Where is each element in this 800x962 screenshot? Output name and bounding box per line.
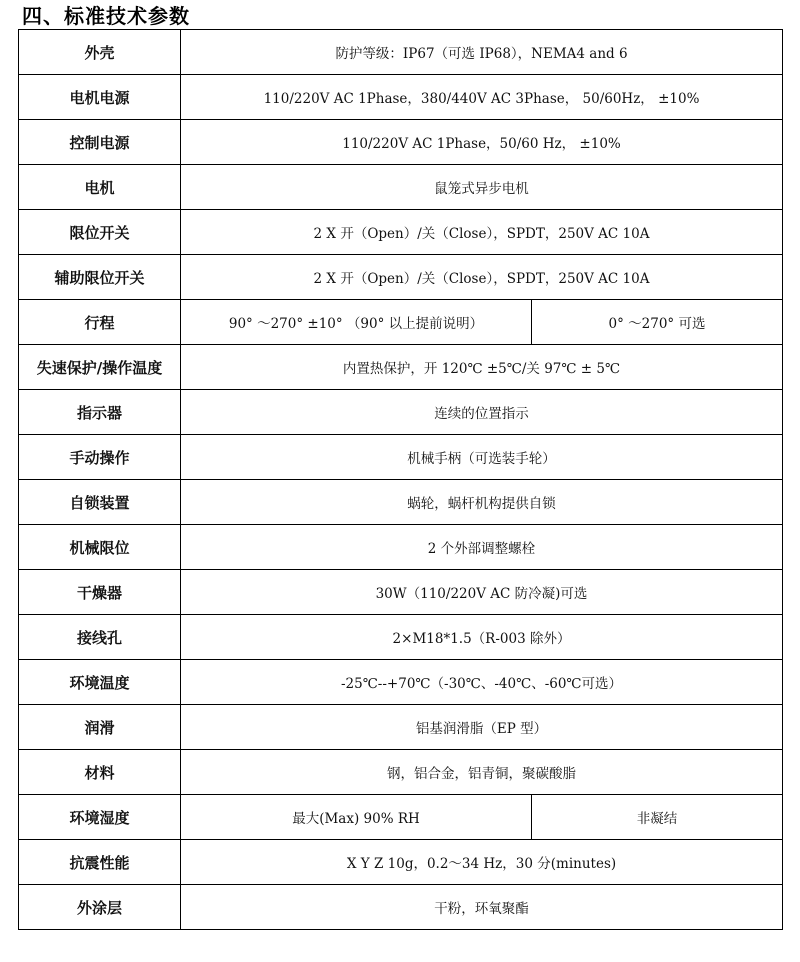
row-value: 铝基润滑脂（EP 型） bbox=[181, 705, 783, 750]
row-label: 环境温度 bbox=[19, 660, 181, 705]
row-value: 110/220V AC 1Phase，380/440V AC 3Phase， 50/60Hz， ±10% bbox=[181, 75, 783, 120]
row-value: 防护等级：IP67（可选 IP68），NEMA4 and 6 bbox=[181, 30, 783, 75]
table-row bbox=[19, 75, 783, 120]
table-row bbox=[19, 480, 783, 525]
table-row bbox=[19, 660, 783, 705]
table-row bbox=[19, 750, 783, 795]
row-value: 连续的位置指示 bbox=[181, 390, 783, 435]
row-value: 内置热保护，开 120℃ ±5℃/关 97℃ ± 5℃ bbox=[181, 345, 783, 390]
row-value: X Y Z 10g，0.2～34 Hz，30 分(minutes) bbox=[181, 840, 783, 885]
row-label: 电机 bbox=[19, 165, 181, 210]
table-row bbox=[19, 345, 783, 390]
table-row bbox=[19, 120, 783, 165]
row-value: 鼠笼式异步电机 bbox=[181, 165, 783, 210]
row-label: 失速保护/操作温度 bbox=[19, 345, 181, 390]
table-row bbox=[19, 795, 783, 840]
row-label: 手动操作 bbox=[19, 435, 181, 480]
row-value-secondary: 非凝结 bbox=[532, 795, 783, 840]
row-value: 30W（110/220V AC 防冷凝)可选 bbox=[181, 570, 783, 615]
row-value: 90° ～270° ±10° （90° 以上提前说明） bbox=[181, 300, 532, 345]
row-label: 机械限位 bbox=[19, 525, 181, 570]
table-row bbox=[19, 210, 783, 255]
row-label: 润滑 bbox=[19, 705, 181, 750]
row-value: 2×M18*1.5（R-003 除外） bbox=[181, 615, 783, 660]
row-label: 外涂层 bbox=[19, 885, 181, 930]
table-row bbox=[19, 840, 783, 885]
table-row bbox=[19, 165, 783, 210]
row-value: 机械手柄（可选装手轮） bbox=[181, 435, 783, 480]
spec-table-body bbox=[19, 30, 783, 930]
row-label: 电机电源 bbox=[19, 75, 181, 120]
row-label: 控制电源 bbox=[19, 120, 181, 165]
row-label: 指示器 bbox=[19, 390, 181, 435]
row-value: 干粉，环氧聚酯 bbox=[181, 885, 783, 930]
row-label: 接线孔 bbox=[19, 615, 181, 660]
row-value: 蜗轮，蜗杆机构提供自锁 bbox=[181, 480, 783, 525]
row-label: 辅助限位开关 bbox=[19, 255, 181, 300]
spec-table bbox=[18, 29, 783, 930]
table-row bbox=[19, 255, 783, 300]
table-row bbox=[19, 435, 783, 480]
table-row bbox=[19, 615, 783, 660]
table-row bbox=[19, 570, 783, 615]
row-label: 限位开关 bbox=[19, 210, 181, 255]
table-row bbox=[19, 30, 783, 75]
row-label: 环境湿度 bbox=[19, 795, 181, 840]
row-label: 自锁装置 bbox=[19, 480, 181, 525]
row-label: 外壳 bbox=[19, 30, 181, 75]
row-label: 行程 bbox=[19, 300, 181, 345]
table-row bbox=[19, 525, 783, 570]
table-row bbox=[19, 390, 783, 435]
row-value: 钢，铝合金，铝青铜，聚碳酸脂 bbox=[181, 750, 783, 795]
table-row bbox=[19, 705, 783, 750]
row-value: 2 个外部调整螺栓 bbox=[181, 525, 783, 570]
table-row bbox=[19, 885, 783, 930]
row-value: 2 X 开（Open）/关（Close），SPDT，250V AC 10A bbox=[181, 255, 783, 300]
row-label: 干燥器 bbox=[19, 570, 181, 615]
row-value: 2 X 开（Open）/关（Close），SPDT，250V AC 10A bbox=[181, 210, 783, 255]
section-heading: 四、标准技术参数 bbox=[22, 4, 190, 28]
row-value: -25℃--+70℃（-30℃、-40℃、-60℃可选） bbox=[181, 660, 783, 705]
row-value: 最大(Max) 90% RH bbox=[181, 795, 532, 840]
row-label: 抗震性能 bbox=[19, 840, 181, 885]
table-row bbox=[19, 300, 783, 345]
row-value-secondary: 0° ～270° 可选 bbox=[532, 300, 783, 345]
row-label: 材料 bbox=[19, 750, 181, 795]
row-value: 110/220V AC 1Phase，50/60 Hz， ±10% bbox=[181, 120, 783, 165]
